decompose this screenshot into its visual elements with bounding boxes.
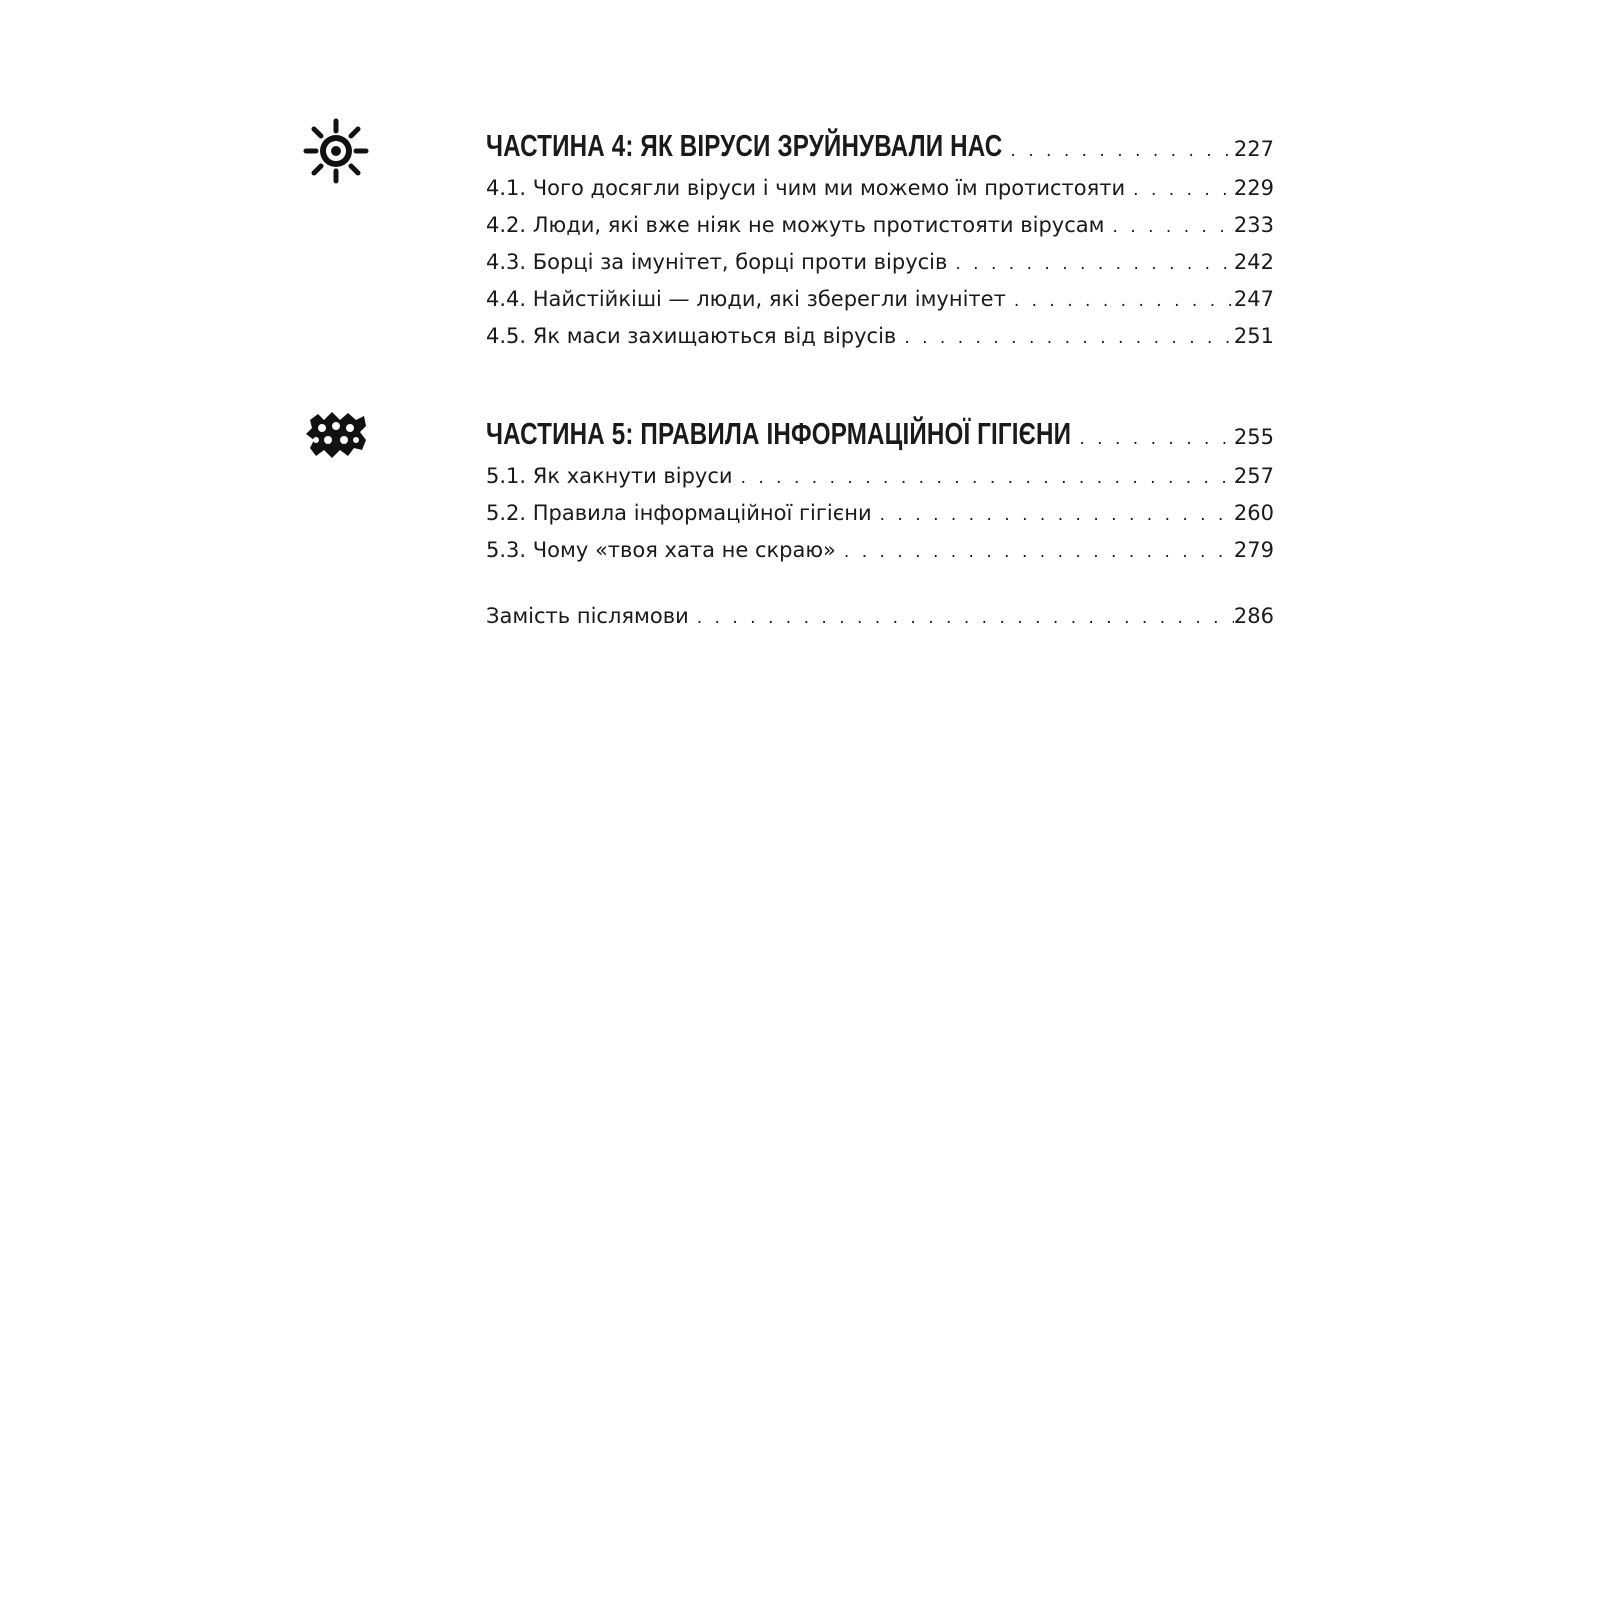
page-number: 286 — [1233, 604, 1274, 628]
toc-part-5 — [486, 416, 1274, 575]
toc-entry[interactable] — [486, 538, 1274, 575]
page-number: 260 — [1233, 501, 1274, 525]
page-number: 242 — [1233, 250, 1274, 274]
part-heading[interactable] — [486, 416, 1274, 456]
page-number: 233 — [1233, 213, 1274, 237]
page-number: 227 — [1233, 137, 1274, 161]
toc-part-4 — [486, 128, 1274, 361]
page-number: 255 — [1233, 425, 1274, 449]
toc-afterword — [486, 604, 1274, 641]
toc-entry[interactable] — [486, 324, 1274, 361]
page-number: 257 — [1233, 464, 1274, 488]
virus-cluster-icon — [300, 398, 372, 470]
page-number: 229 — [1233, 176, 1274, 200]
toc-entry[interactable] — [486, 250, 1274, 287]
page-number: 247 — [1233, 287, 1274, 311]
sun-virus-icon — [300, 115, 372, 187]
toc-entry[interactable] — [486, 464, 1274, 501]
toc-entry[interactable] — [486, 213, 1274, 250]
dot-leader — [733, 468, 1234, 488]
dot-leader — [872, 505, 1234, 525]
entry-title: Замість післямови — [486, 604, 689, 628]
dot-leader — [1125, 180, 1234, 200]
dot-leader — [947, 254, 1234, 274]
dot-leader — [1105, 217, 1234, 237]
entry-title: 4.1. Чого досягли віруси і чим ми можемо їм протистояти — [486, 176, 1126, 200]
page-number: 279 — [1233, 538, 1274, 562]
page-number: 251 — [1233, 324, 1274, 348]
dot-leader — [896, 328, 1234, 348]
dot-leader — [1002, 141, 1234, 161]
toc-entry[interactable] — [486, 176, 1274, 213]
dot-leader — [689, 608, 1234, 628]
entry-title: 5.1. Як хакнути віруси — [486, 464, 733, 488]
dot-leader — [1006, 291, 1234, 311]
dot-leader — [836, 542, 1234, 562]
toc-entry[interactable] — [486, 501, 1274, 538]
entry-title: 5.3. Чому «твоя хата не скраю» — [486, 538, 836, 562]
part-title: ЧАСТИНА 5: ПРАВИЛА ІНФОРМАЦІЙНОЇ ГІГІЄНИ — [486, 416, 1072, 451]
part-heading[interactable] — [486, 128, 1274, 168]
entry-title: 4.3. Борці за імунітет, борці проти вірусів — [486, 250, 948, 274]
toc-entry-afterword[interactable] — [486, 604, 1274, 641]
part-title: ЧАСТИНА 4: ЯК ВІРУСИ ЗРУЙНУВАЛИ НАС — [486, 128, 1003, 163]
dot-leader — [1071, 429, 1234, 449]
entry-title: 4.5. Як маси захищаються від вірусів — [486, 324, 897, 348]
entry-title: 5.2. Правила інформаційної гігієни — [486, 501, 872, 525]
toc-entry[interactable] — [486, 287, 1274, 324]
entry-title: 4.2. Люди, які вже ніяк не можуть протистояти вірусам — [486, 213, 1105, 237]
entry-title: 4.4. Найстійкіші — люди, які зберегли імунітет — [486, 287, 1006, 311]
